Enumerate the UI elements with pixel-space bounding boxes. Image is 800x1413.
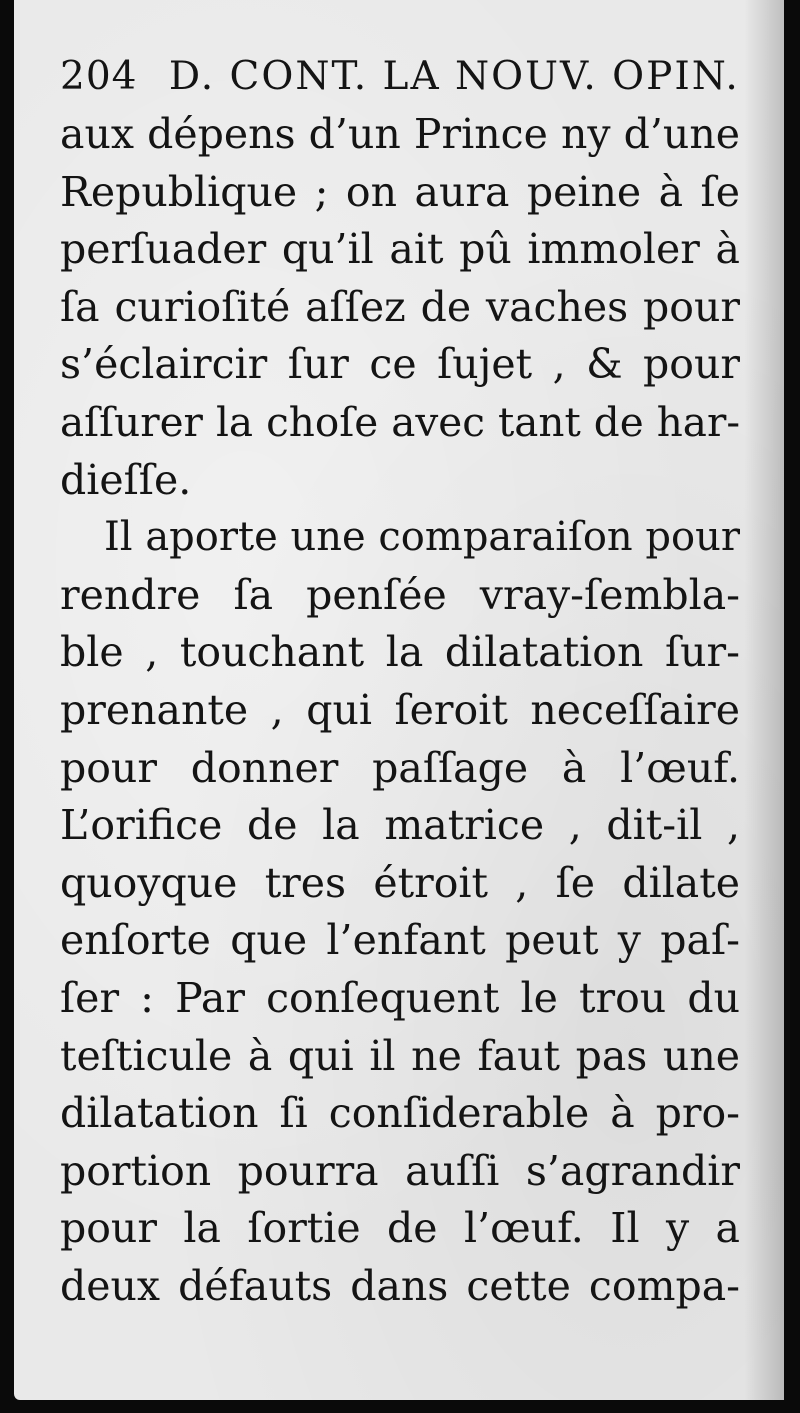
text-line: pour donner paſſage à l’œuf. xyxy=(60,743,740,792)
text-line: ſer : Par conſequent le trou du xyxy=(60,973,740,1022)
text-line: s’éclaircir ſur ce ſujet , & pour xyxy=(60,340,740,389)
text-line: rendre ſa penſée vray-ſembla- xyxy=(60,570,740,619)
running-title: D. CONT. LA NOUV. OPIN. xyxy=(168,54,740,99)
text-line: portion pourra auſſi s’agrandir xyxy=(60,1146,740,1195)
text-line: dieſſe. xyxy=(60,455,192,504)
text-line: aſſurer la choſe avec tant de har- xyxy=(60,397,740,446)
text-line: L’orifice de la matrice , dit-il , xyxy=(60,801,740,850)
page-number: 204 xyxy=(60,54,138,99)
text-line: teſticule à qui il ne faut pas une xyxy=(60,1031,740,1080)
paragraph-1 xyxy=(60,106,740,509)
text-line: ble , touchant la dilatation ſur- xyxy=(60,628,740,677)
text-line: Republique ; on aura peine à ſe xyxy=(60,167,740,216)
text-line: ſa curioſité aſſez de vaches pour xyxy=(60,282,740,331)
text-line: quoyque tres étroit , ſe dilate xyxy=(60,858,740,907)
text-line: dilatation ſi conſiderable à pro- xyxy=(60,1089,740,1138)
text-line: deux défauts dans cette compa- xyxy=(60,1261,740,1310)
text-line: prenante , qui ſeroit neceſſaire xyxy=(60,685,740,734)
text-line: pour la ſortie de l’œuf. Il y a xyxy=(60,1204,740,1253)
text-line: aux dépens d’un Prince ny d’une xyxy=(60,110,740,158)
text-block xyxy=(60,48,740,1315)
text-line: enſorte que l’enfant peut y paſ- xyxy=(60,916,740,965)
running-header xyxy=(60,48,740,106)
text-line: Il aporte une comparaiſon pour xyxy=(104,514,740,561)
text-line: perſuader qu’il ait pû immoler à xyxy=(60,225,740,274)
paragraph-2 xyxy=(60,509,740,1315)
